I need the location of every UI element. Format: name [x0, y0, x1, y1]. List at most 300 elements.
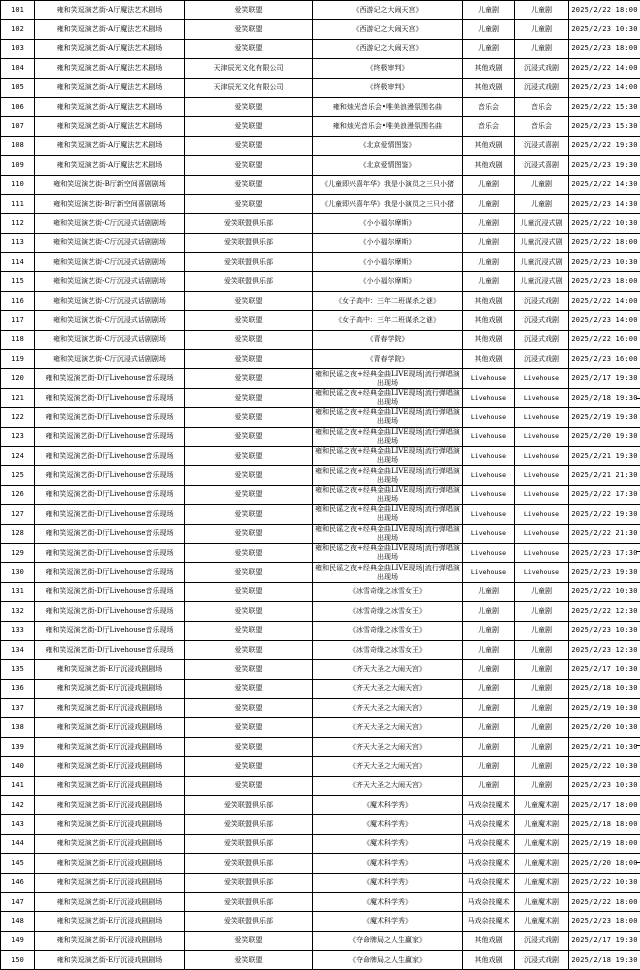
- show-time-cell: 2025/2/18 10:30: [569, 679, 640, 698]
- show-title-cell: 《冰雪奇缘之冰雪女王》: [313, 621, 463, 640]
- row-number: 138: [1, 718, 35, 737]
- venue-cell: 雍和笑逗演艺街-C厅沉浸式话剧剧场: [35, 233, 185, 252]
- show-time-cell: 2025/2/22 18:00: [569, 1, 640, 20]
- venue-cell: 雍和笑逗演艺街-E厅沉浸戏剧剧场: [35, 815, 185, 834]
- category-cell: 马戏杂技魔术: [463, 854, 515, 873]
- show-title-cell: 《终极审判》: [313, 78, 463, 97]
- category-cell: Livehouse: [463, 369, 515, 388]
- show-title-cell: 《齐天大圣之大闹天宫》: [313, 757, 463, 776]
- category-cell: Livehouse: [463, 563, 515, 582]
- venue-cell: 雍和笑逗演艺街-C厅沉浸式话剧剧场: [35, 214, 185, 233]
- table-row: [1, 660, 640, 679]
- show-title-cell: 雍和烛光音乐会•唯美浪漫氛围名曲: [313, 117, 463, 136]
- table-row: [1, 892, 640, 911]
- category-cell: 儿童剧: [463, 582, 515, 601]
- category-cell: 儿童剧: [463, 737, 515, 756]
- table-row: [1, 524, 640, 543]
- venue-cell: 雍和笑逗演艺街-A厅魔法艺术剧场: [35, 20, 185, 39]
- row-number: 113: [1, 233, 35, 252]
- table-row: [1, 679, 640, 698]
- show-title-cell: 《魔术科学秀》: [313, 834, 463, 853]
- table-row: [1, 931, 640, 950]
- show-title-cell: 《小小福尔摩斯》: [313, 233, 463, 252]
- row-number: 127: [1, 505, 35, 524]
- organizer-cell: 爱笑联盟俱乐部: [185, 815, 313, 834]
- show-time-cell: 2025/2/18 18:00: [569, 815, 640, 834]
- show-type-cell: 儿童剧: [515, 582, 569, 601]
- show-type-cell: 儿童剧: [515, 20, 569, 39]
- table-row: [1, 912, 640, 931]
- category-cell: 其他戏剧: [463, 350, 515, 369]
- category-cell: 马戏杂技魔术: [463, 796, 515, 815]
- show-type-cell: 儿童剧: [515, 602, 569, 621]
- table-row: [1, 253, 640, 272]
- show-time-cell: 2025/2/23 10:30: [569, 253, 640, 272]
- category-cell: 儿童剧: [463, 233, 515, 252]
- show-type-cell: 儿童剧: [515, 621, 569, 640]
- venue-cell: 雍和笑逗演艺街-E厅沉浸戏剧剧场: [35, 931, 185, 950]
- show-type-cell: Livehouse: [515, 466, 569, 485]
- organizer-cell: 爱笑联盟: [185, 524, 313, 543]
- show-type-cell: 音乐会: [515, 117, 569, 136]
- table-row: [1, 543, 640, 562]
- venue-cell: 雍和笑逗演艺街-E厅沉浸戏剧剧场: [35, 834, 185, 853]
- table-row: [1, 776, 640, 795]
- category-cell: 马戏杂技魔术: [463, 912, 515, 931]
- show-time-cell: 2025/2/20 10:30: [569, 718, 640, 737]
- venue-cell: 雍和笑逗演艺街-D厅Livehouse音乐现场: [35, 524, 185, 543]
- show-title-cell: 《冰雪奇缘之冰雪女王》: [313, 640, 463, 659]
- show-time-cell: 2025/2/23 19:30: [569, 156, 640, 175]
- table-row: [1, 20, 640, 39]
- show-type-cell: 音乐会: [515, 97, 569, 116]
- venue-cell: 雍和笑逗演艺街-D厅Livehouse音乐现场: [35, 582, 185, 601]
- table-row: [1, 757, 640, 776]
- show-time-cell: 2025/2/21 19:30: [569, 446, 640, 465]
- category-cell: 其他戏剧: [463, 156, 515, 175]
- venue-cell: 雍和笑逗演艺街-C厅沉浸式话剧剧场: [35, 253, 185, 272]
- category-cell: 马戏杂技魔术: [463, 873, 515, 892]
- show-title-cell: 雍和烛光音乐会•唯美浪漫氛围名曲: [313, 97, 463, 116]
- category-cell: 儿童剧: [463, 679, 515, 698]
- edge-tick: [636, 745, 640, 746]
- row-number: 149: [1, 931, 35, 950]
- venue-cell: 雍和笑逗演艺街-B厅新空间喜剧剧场: [35, 175, 185, 194]
- organizer-cell: 爱笑联盟: [185, 350, 313, 369]
- show-time-cell: 2025/2/23 17:30: [569, 543, 640, 562]
- venue-cell: 雍和笑逗演艺街-E厅沉浸戏剧剧场: [35, 854, 185, 873]
- organizer-cell: 爱笑联盟: [185, 543, 313, 562]
- organizer-cell: 爱笑联盟俱乐部: [185, 834, 313, 853]
- show-time-cell: 2025/2/23 14:00: [569, 311, 640, 330]
- venue-cell: 雍和笑逗演艺街-A厅魔法艺术剧场: [35, 59, 185, 78]
- venue-cell: 雍和笑逗演艺街-E厅沉浸戏剧剧场: [35, 892, 185, 911]
- category-cell: 其他戏剧: [463, 78, 515, 97]
- show-time-cell: 2025/2/23 16:00: [569, 350, 640, 369]
- organizer-cell: 爱笑联盟: [185, 330, 313, 349]
- row-number: 147: [1, 892, 35, 911]
- row-number: 133: [1, 621, 35, 640]
- show-time-cell: 2025/2/17 19:30: [569, 369, 640, 388]
- venue-cell: 雍和笑逗演艺街-A厅魔法艺术剧场: [35, 136, 185, 155]
- row-number: 128: [1, 524, 35, 543]
- show-time-cell: 2025/2/22 18:00: [569, 892, 640, 911]
- table-row: [1, 796, 640, 815]
- edge-tick: [636, 398, 640, 399]
- row-number: 118: [1, 330, 35, 349]
- category-cell: 儿童剧: [463, 640, 515, 659]
- show-time-cell: 2025/2/17 19:30: [569, 931, 640, 950]
- organizer-cell: 爱笑联盟: [185, 563, 313, 582]
- table-row: [1, 815, 640, 834]
- venue-cell: 雍和笑逗演艺街-E厅沉浸戏剧剧场: [35, 912, 185, 931]
- organizer-cell: 爱笑联盟: [185, 446, 313, 465]
- table-row: [1, 466, 640, 485]
- organizer-cell: 爱笑联盟: [185, 1, 313, 20]
- show-time-cell: 2025/2/20 19:30: [569, 427, 640, 446]
- row-number: 122: [1, 408, 35, 427]
- category-cell: Livehouse: [463, 485, 515, 504]
- show-time-cell: 2025/2/22 19:30: [569, 505, 640, 524]
- venue-cell: 雍和笑逗演艺街-D厅Livehouse音乐现场: [35, 446, 185, 465]
- row-number: 103: [1, 39, 35, 58]
- show-time-cell: 2025/2/18 19:30: [569, 951, 640, 970]
- table-row: [1, 485, 640, 504]
- table-row: [1, 233, 640, 252]
- organizer-cell: 爱笑联盟: [185, 505, 313, 524]
- show-type-cell: 沉浸式喜剧: [515, 136, 569, 155]
- category-cell: 儿童剧: [463, 1, 515, 20]
- organizer-cell: 爱笑联盟: [185, 718, 313, 737]
- row-number: 145: [1, 854, 35, 873]
- table-row: [1, 446, 640, 465]
- show-time-cell: 2025/2/22 19:30: [569, 136, 640, 155]
- show-time-cell: 2025/2/22 10:30: [569, 757, 640, 776]
- show-time-cell: 2025/2/20 18:00: [569, 854, 640, 873]
- table-row: [1, 350, 640, 369]
- row-number: 126: [1, 485, 35, 504]
- venue-cell: 雍和笑逗演艺街-E厅沉浸戏剧剧场: [35, 679, 185, 698]
- venue-cell: 雍和笑逗演艺街-C厅沉浸式话剧剧场: [35, 291, 185, 310]
- table-row: [1, 873, 640, 892]
- table-row: [1, 602, 640, 621]
- show-title-cell: 《北京爱情图鉴》: [313, 156, 463, 175]
- show-type-cell: 儿童魔术剧: [515, 796, 569, 815]
- show-title-cell: 雍和民谣之夜+经典金曲LIVE现场|流行弹唱演出现场: [313, 466, 463, 485]
- organizer-cell: 爱笑联盟: [185, 931, 313, 950]
- show-title-cell: 雍和民谣之夜+经典金曲LIVE现场|流行弹唱演出现场: [313, 485, 463, 504]
- show-time-cell: 2025/2/22 10:30: [569, 873, 640, 892]
- show-type-cell: 沉浸式戏剧: [515, 78, 569, 97]
- show-type-cell: 儿童沉浸式剧: [515, 272, 569, 291]
- organizer-cell: 爱笑联盟: [185, 679, 313, 698]
- row-number: 105: [1, 78, 35, 97]
- row-number: 136: [1, 679, 35, 698]
- table-row: [1, 854, 640, 873]
- row-number: 131: [1, 582, 35, 601]
- show-time-cell: 2025/2/22 18:00: [569, 233, 640, 252]
- organizer-cell: 爱笑联盟: [185, 117, 313, 136]
- row-number: 150: [1, 951, 35, 970]
- organizer-cell: 爱笑联盟: [185, 640, 313, 659]
- organizer-cell: 爱笑联盟: [185, 737, 313, 756]
- venue-cell: 雍和笑逗演艺街-A厅魔法艺术剧场: [35, 78, 185, 97]
- show-title-cell: 《齐天大圣之大闹天宫》: [313, 699, 463, 718]
- show-time-cell: 2025/2/23 10:30: [569, 20, 640, 39]
- category-cell: Livehouse: [463, 505, 515, 524]
- show-title-cell: 《西游记之大闹天宫》: [313, 20, 463, 39]
- show-time-cell: 2025/2/23 18:00: [569, 39, 640, 58]
- venue-cell: 雍和笑逗演艺街-C厅沉浸式话剧剧场: [35, 311, 185, 330]
- show-title-cell: 《齐天大圣之大闹天宫》: [313, 718, 463, 737]
- venue-cell: 雍和笑逗演艺街-C厅沉浸式话剧剧场: [35, 272, 185, 291]
- category-cell: 其他戏剧: [463, 931, 515, 950]
- organizer-cell: 天津辰光文化有限公司: [185, 78, 313, 97]
- show-time-cell: 2025/2/19 10:30: [569, 699, 640, 718]
- show-time-cell: 2025/2/17 10:30: [569, 660, 640, 679]
- edge-tick: [636, 862, 640, 863]
- show-title-cell: 《儿童即兴喜年华》我是小演员之三只小猪: [313, 194, 463, 213]
- row-number: 137: [1, 699, 35, 718]
- show-time-cell: 2025/2/22 12:30: [569, 602, 640, 621]
- show-type-cell: 儿童剧: [515, 640, 569, 659]
- organizer-cell: 爱笑联盟: [185, 136, 313, 155]
- row-number: 125: [1, 466, 35, 485]
- venue-cell: 雍和笑逗演艺街-D厅Livehouse音乐现场: [35, 485, 185, 504]
- show-title-cell: 《北京爱情图鉴》: [313, 136, 463, 155]
- show-time-cell: 2025/2/23 19:30: [569, 563, 640, 582]
- show-type-cell: 儿童剧: [515, 757, 569, 776]
- table-row: [1, 388, 640, 407]
- show-title-cell: 《冰雪奇缘之冰雪女王》: [313, 602, 463, 621]
- venue-cell: 雍和笑逗演艺街-D厅Livehouse音乐现场: [35, 621, 185, 640]
- show-type-cell: 儿童剧: [515, 660, 569, 679]
- venue-cell: 雍和笑逗演艺街-E厅沉浸戏剧剧场: [35, 951, 185, 970]
- row-number: 108: [1, 136, 35, 155]
- category-cell: 儿童剧: [463, 39, 515, 58]
- show-time-cell: 2025/2/18 19:30: [569, 388, 640, 407]
- venue-cell: 雍和笑逗演艺街-E厅沉浸戏剧剧场: [35, 873, 185, 892]
- show-time-cell: 2025/2/22 16:00: [569, 330, 640, 349]
- organizer-cell: 爱笑联盟: [185, 194, 313, 213]
- category-cell: 儿童剧: [463, 20, 515, 39]
- schedule-rows: [1, 1, 640, 970]
- category-cell: 儿童剧: [463, 718, 515, 737]
- venue-cell: 雍和笑逗演艺街-C厅沉浸式话剧剧场: [35, 330, 185, 349]
- show-type-cell: 儿童沉浸式剧: [515, 233, 569, 252]
- show-type-cell: 儿童剧: [515, 194, 569, 213]
- row-number: 130: [1, 563, 35, 582]
- category-cell: Livehouse: [463, 408, 515, 427]
- show-title-cell: 雍和民谣之夜+经典金曲LIVE现场|流行弹唱演出现场: [313, 408, 463, 427]
- category-cell: 其他戏剧: [463, 291, 515, 310]
- show-type-cell: Livehouse: [515, 485, 569, 504]
- show-type-cell: 儿童魔术剧: [515, 892, 569, 911]
- edge-tick: [636, 551, 640, 552]
- table-row: [1, 427, 640, 446]
- category-cell: 音乐会: [463, 117, 515, 136]
- organizer-cell: 爱笑联盟: [185, 427, 313, 446]
- category-cell: 其他戏剧: [463, 330, 515, 349]
- show-type-cell: 儿童魔术剧: [515, 815, 569, 834]
- organizer-cell: 爱笑联盟俱乐部: [185, 912, 313, 931]
- row-number: 117: [1, 311, 35, 330]
- show-type-cell: 儿童沉浸式剧: [515, 214, 569, 233]
- show-type-cell: 儿童魔术剧: [515, 834, 569, 853]
- organizer-cell: 爱笑联盟: [185, 660, 313, 679]
- row-number: 116: [1, 291, 35, 310]
- show-type-cell: 儿童魔术剧: [515, 873, 569, 892]
- show-type-cell: 沉浸式戏剧: [515, 330, 569, 349]
- table-row: [1, 582, 640, 601]
- category-cell: Livehouse: [463, 543, 515, 562]
- show-time-cell: 2025/2/22 14:00: [569, 59, 640, 78]
- table-row: [1, 136, 640, 155]
- category-cell: 儿童剧: [463, 660, 515, 679]
- show-type-cell: Livehouse: [515, 446, 569, 465]
- organizer-cell: 爱笑联盟: [185, 408, 313, 427]
- organizer-cell: 爱笑联盟俱乐部: [185, 272, 313, 291]
- venue-cell: 雍和笑逗演艺街-D厅Livehouse音乐现场: [35, 602, 185, 621]
- row-number: 121: [1, 388, 35, 407]
- show-type-cell: 沉浸式戏剧: [515, 59, 569, 78]
- venue-cell: 雍和笑逗演艺街-D厅Livehouse音乐现场: [35, 388, 185, 407]
- table-row: [1, 291, 640, 310]
- table-row: [1, 117, 640, 136]
- row-number: 123: [1, 427, 35, 446]
- venue-cell: 雍和笑逗演艺街-E厅沉浸戏剧剧场: [35, 757, 185, 776]
- category-cell: 其他戏剧: [463, 136, 515, 155]
- show-type-cell: Livehouse: [515, 369, 569, 388]
- table-row: [1, 563, 640, 582]
- row-number: 135: [1, 660, 35, 679]
- category-cell: 儿童剧: [463, 757, 515, 776]
- organizer-cell: 爱笑联盟: [185, 175, 313, 194]
- show-time-cell: 2025/2/19 19:30: [569, 408, 640, 427]
- show-type-cell: 儿童剧: [515, 679, 569, 698]
- show-type-cell: Livehouse: [515, 408, 569, 427]
- category-cell: 其他戏剧: [463, 951, 515, 970]
- show-time-cell: 2025/2/23 15:30: [569, 117, 640, 136]
- row-number: 124: [1, 446, 35, 465]
- show-type-cell: 儿童剧: [515, 718, 569, 737]
- table-row: [1, 39, 640, 58]
- row-number: 134: [1, 640, 35, 659]
- table-row: [1, 330, 640, 349]
- show-type-cell: 儿童剧: [515, 39, 569, 58]
- show-type-cell: Livehouse: [515, 563, 569, 582]
- row-number: 101: [1, 1, 35, 20]
- table-row: [1, 640, 640, 659]
- show-type-cell: 儿童剧: [515, 175, 569, 194]
- venue-cell: 雍和笑逗演艺街-D厅Livehouse音乐现场: [35, 505, 185, 524]
- show-time-cell: 2025/2/23 10:30: [569, 621, 640, 640]
- table-row: [1, 78, 640, 97]
- show-time-cell: 2025/2/23 14:30: [569, 194, 640, 213]
- category-cell: 儿童剧: [463, 621, 515, 640]
- row-number: 143: [1, 815, 35, 834]
- table-row: [1, 59, 640, 78]
- category-cell: 其他戏剧: [463, 59, 515, 78]
- venue-cell: 雍和笑逗演艺街-E厅沉浸戏剧剧场: [35, 796, 185, 815]
- show-time-cell: 2025/2/22 17:30: [569, 485, 640, 504]
- organizer-cell: 爱笑联盟: [185, 369, 313, 388]
- organizer-cell: 爱笑联盟: [185, 951, 313, 970]
- show-time-cell: 2025/2/23 12:30: [569, 640, 640, 659]
- row-number: 109: [1, 156, 35, 175]
- venue-cell: 雍和笑逗演艺街-A厅魔法艺术剧场: [35, 117, 185, 136]
- show-type-cell: 沉浸式戏剧: [515, 311, 569, 330]
- show-time-cell: 2025/2/17 18:00: [569, 796, 640, 815]
- show-title-cell: 雍和民谣之夜+经典金曲LIVE现场|流行弹唱演出现场: [313, 446, 463, 465]
- category-cell: 其他戏剧: [463, 311, 515, 330]
- table-row: [1, 505, 640, 524]
- organizer-cell: 爱笑联盟俱乐部: [185, 892, 313, 911]
- table-row: [1, 699, 640, 718]
- row-number: 120: [1, 369, 35, 388]
- category-cell: 儿童剧: [463, 776, 515, 795]
- venue-cell: 雍和笑逗演艺街-E厅沉浸戏剧剧场: [35, 737, 185, 756]
- venue-cell: 雍和笑逗演艺街-A厅魔法艺术剧场: [35, 1, 185, 20]
- venue-cell: 雍和笑逗演艺街-D厅Livehouse音乐现场: [35, 563, 185, 582]
- organizer-cell: 爱笑联盟俱乐部: [185, 214, 313, 233]
- show-time-cell: 2025/2/23 14:00: [569, 78, 640, 97]
- row-number: 114: [1, 253, 35, 272]
- show-type-cell: Livehouse: [515, 427, 569, 446]
- show-type-cell: Livehouse: [515, 505, 569, 524]
- venue-cell: 雍和笑逗演艺街-D厅Livehouse音乐现场: [35, 427, 185, 446]
- show-time-cell: 2025/2/22 21:30: [569, 524, 640, 543]
- category-cell: 儿童剧: [463, 253, 515, 272]
- organizer-cell: 爱笑联盟: [185, 621, 313, 640]
- show-title-cell: 《女子高中：三年二班谋杀之谜》: [313, 291, 463, 310]
- show-title-cell: 《魔术科学秀》: [313, 892, 463, 911]
- row-number: 104: [1, 59, 35, 78]
- row-number: 112: [1, 214, 35, 233]
- show-title-cell: 雍和民谣之夜+经典金曲LIVE现场|流行弹唱演出现场: [313, 388, 463, 407]
- show-time-cell: 2025/2/22 14:30: [569, 175, 640, 194]
- organizer-cell: 爱笑联盟: [185, 311, 313, 330]
- category-cell: Livehouse: [463, 388, 515, 407]
- category-cell: 马戏杂技魔术: [463, 834, 515, 853]
- table-row: [1, 194, 640, 213]
- show-title-cell: 雍和民谣之夜+经典金曲LIVE现场|流行弹唱演出现场: [313, 543, 463, 562]
- show-type-cell: 沉浸式戏剧: [515, 931, 569, 950]
- show-type-cell: 儿童沉浸式剧: [515, 253, 569, 272]
- show-title-cell: 《青春学院》: [313, 330, 463, 349]
- venue-cell: 雍和笑逗演艺街-D厅Livehouse音乐现场: [35, 640, 185, 659]
- table-row: [1, 156, 640, 175]
- show-type-cell: Livehouse: [515, 388, 569, 407]
- show-title-cell: 《冰雪奇缘之冰雪女王》: [313, 582, 463, 601]
- venue-cell: 雍和笑逗演艺街-A厅魔法艺术剧场: [35, 156, 185, 175]
- show-title-cell: 《齐天大圣之大闹天宫》: [313, 776, 463, 795]
- category-cell: 马戏杂技魔术: [463, 815, 515, 834]
- category-cell: Livehouse: [463, 524, 515, 543]
- organizer-cell: 爱笑联盟: [185, 582, 313, 601]
- category-cell: 音乐会: [463, 97, 515, 116]
- organizer-cell: 爱笑联盟俱乐部: [185, 873, 313, 892]
- organizer-cell: 爱笑联盟俱乐部: [185, 854, 313, 873]
- venue-cell: 雍和笑逗演艺街-D厅Livehouse音乐现场: [35, 543, 185, 562]
- category-cell: Livehouse: [463, 466, 515, 485]
- category-cell: 儿童剧: [463, 214, 515, 233]
- category-cell: 儿童剧: [463, 175, 515, 194]
- show-time-cell: 2025/2/22 10:30: [569, 582, 640, 601]
- show-title-cell: 《小小福尔摩斯》: [313, 272, 463, 291]
- row-number: 139: [1, 737, 35, 756]
- show-title-cell: 《儿童即兴喜年华》我是小演员之三只小猪: [313, 175, 463, 194]
